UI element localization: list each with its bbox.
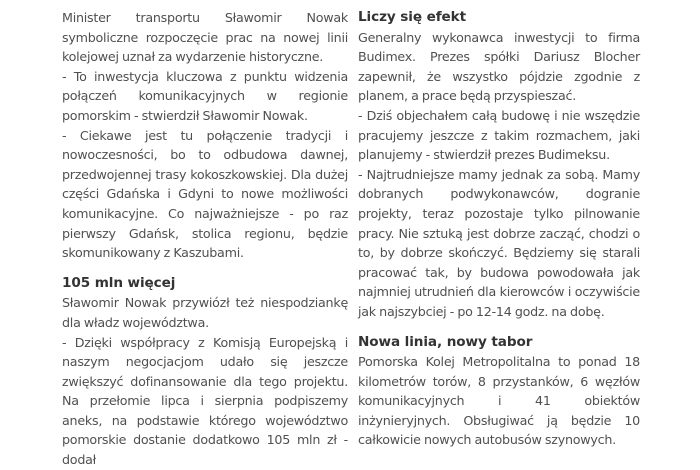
paragraph: Sławomir Nowak przywiózł też niespodziankę dla władz województwa. (62, 295, 348, 330)
section-heading: 105 mln więcej (62, 274, 176, 291)
paragraph: - Najtrudniejsze mamy jednak za sobą. Mamy dobranych podwykonawców, dogranie projekty, teraz pozostaje tylko pilnowanie pracy. Nie sztuką jest dobrze zacząć, chodzi o to, by dobrze skończyć. Będziemy się starali pracować tak, by budowa powodowała jak najmniej utrudnień dla kierowców i oczywiście jak najszybciej - po 12-14 godz. na dobę. (358, 166, 640, 319)
right-column (358, 8, 640, 450)
spacer (358, 322, 640, 333)
paragraph: Generalny wykonawca inwestycji to firma Budimex. Prezes spółki Dariusz Blocher zapewnił, że wszystko pójdzie zgodnie z planem, a prace będą przyspieszać. (358, 29, 640, 104)
paragraph: - Dziś objechałem całą budowę i nie wszędzie pracujemy jeszcze z takim rozmachem, jaki planujemy - stwierdził prezes Budimeksu. (358, 107, 640, 163)
paragraph: - To inwestycja kluczowa z punktu widzenia połączeń komunikacyjnych w regionie pomorskim - stwierdził Sławomir Nowak. (62, 68, 348, 123)
spacer (62, 263, 348, 274)
paragraph: - Dzięki współpracy z Komisją Europejską i naszym negocjacjom udało się jeszcze zwiększyć dofinansowanie dla tego projektu. Na przełomie lipca i sierpnia podpiszemy aneks, na podstawie którego województwo pomorskie dostanie dodatkowo 105 mln zł - dodał (62, 334, 348, 468)
paragraph: - Ciekawe jest tu połączenie tradycji i nowoczesności, bo to odbudowa dawnej, przedwojennej trasy kokoszkowskiej. Dla dużej części Gdańska i Gdyni to nowe możliwości komunikacyjne. Co najważniejsze - po raz pierwszy Gdańsk, stolica regionu, będzie skomunikowany z Kaszubami. (62, 127, 348, 261)
left-column (62, 8, 348, 470)
section-heading: Liczy się efekt (358, 9, 466, 25)
paragraph: Pomorska Kolej Metropolitalna to ponad 18 kilometrów torów, 8 przystanków, 6 węzłów komunikacyjnych i 41 obiektów inżynieryjnych. Obsługiwać ją będzie 10 całkowicie nowych autobusów szynowych. (358, 354, 640, 448)
section-heading: Nowa linia, nowy tabor (358, 333, 533, 350)
paragraph: Minister transportu Sławomir Nowak symboliczne rozpoczęcie prac na nowej linii kolejowej uznał za wydarzenie historyczne. (62, 10, 348, 65)
